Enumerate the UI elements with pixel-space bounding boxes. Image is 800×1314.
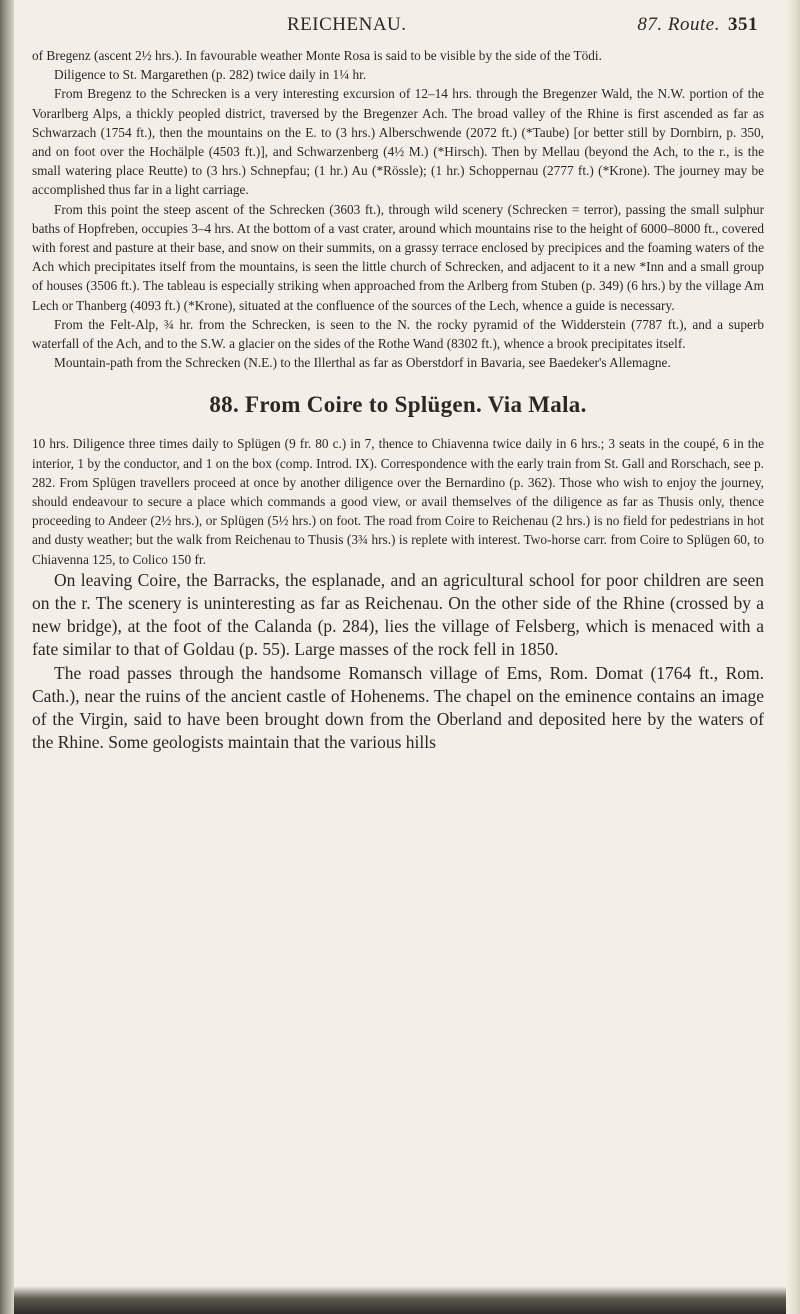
paragraph-bregenz-continued: of Bregenz (ascent 2½ hrs.). In favourable weather Monte Rosa is said to be visible by the side of the Tödi. — [32, 48, 602, 63]
paragraph-schrecken-ascent: From this point the steep ascent of the Schrecken (3603 ft.), through wild scenery (Schrecken = terror), passing the small sulphur baths of Hopfreben, occupies 3–4 hrs. At the bottom of a vast crater, around which mountains rise to the height of 6000–8000 ft., covered with forest and pasture at their base, and snow on their summits, on a grassy terrace enclosed by precipices and the foaming waters of the Ach which precipitates itself from the mountains, is seen the little church of Schrecken, and adjacent to it a new *Inn and a small group of houses (3506 ft.). The tableau is especially striking when approached from the Arlberg from Stuben (p. 349) (6 hrs.) by the village Am Lech or Thanberg (4093 ft.) (*Krone), situated at the confluence of the sources of the Lech, whence a guide is necessary. — [32, 201, 764, 313]
paragraph-felt-alp: From the Felt-Alp, ¾ hr. from the Schrecken, is seen to the N. the rocky pyramid of the Widderstein (7787 ft.), and a superb waterfall of the Ach, and to the S.W. a glacier on the sides of the Rothe Wand (8302 ft.), whence a brook precipitates itself. — [32, 316, 764, 352]
route-label-text: 87. Route. — [637, 14, 720, 35]
book-page — [32, 12, 764, 1282]
paragraph-mountain-path: Mountain-path from the Schrecken (N.E.) to the Illerthal as far as Oberstdorf in Bavaria, see Baedeker's Allemagne. — [54, 355, 671, 371]
route-label — [637, 14, 758, 36]
page-bottom-shadow — [14, 1286, 786, 1314]
paragraph-leaving-coire: On leaving Coire, the Barracks, the esplanade, and an agricultural school for poor children are seen on the r. The scenery is uninteresting as far as Reichenau. On the other side of the Rhine (crossed by a new bridge), at the foot of the Calanda (p. 284), lies the village of Felsberg, which is menaced with a fate similar to that of Goldau (p. 55). Large masses of the rock fell in 1850. — [32, 569, 764, 660]
page-gutter-shadow — [0, 0, 14, 1314]
page-number: 351 — [728, 14, 758, 35]
paragraph-ems-village: The road passes through the handsome Romansch village of Ems, Rom. Domat (1764 ft., Rom. Cath.), near the ruins of the ancient castle of Hohenems. The chapel on the eminence contains an image of the Virgin, said to have been brought down from the Oberland and deposited here by the waters of the Rhine. Some geologists maintain that the various hills — [32, 662, 764, 753]
section-heading: 88. From Coire to Splügen. Via Mala. — [209, 392, 587, 418]
running-head — [32, 12, 764, 46]
paragraph-excursion-schrecken: From Bregenz to the Schrecken is a very interesting excursion of 12–14 hrs. through the Bregenzer Wald, the N.W. portion of the Vorarlberg Alps, a thickly peopled district, traversed by the Bregenzer Ach. The broad valley of the Rhine is first ascended as far as Schwarzach (1754 ft.), then the mountains on the E. to (3 hrs.) Alberschwende (2072 ft.) (*Taube) [or better still by Dornbirn, p. 350, and on foot over the Hochälple (4503 ft.)], and Schwarzenberg (4½ M.) (*Hirsch). Then by Mellau (beyond the Ach, to the r., is the small watering place Reutte) to (3 hrs.) Schnepfau; (1 hr.) Au (*Rössle); (1 hr.) Schoppernau (2777 ft.) (*Krone). The journey may be accomplished thus far in a light carriage. — [32, 86, 764, 198]
running-title: REICHENAU. — [287, 14, 407, 35]
page-right-edge — [786, 0, 800, 1314]
paragraph-coire-diligence: 10 hrs. Diligence three times daily to Splügen (9 fr. 80 c.) in 7, thence to Chiavenna twice daily in 6 hrs.; 3 seats in the coupé, 6 in the interior, 1 by the conductor, and 1 on the box (comp. Introd. IX). Correspondence with the early train from St. Gall and Rorschach, see p. 282. From Splügen travellers proceed at once by another diligence over the Bernardino (p. 362). Those who wish to enjoy the journey, should endeavour to secure a place which commands a good view, or avail themselves of the diligence as far as Thusis only, thence proceeding to Andeer (2½ hrs.), or Splügen (5½ hrs.) on foot. The road from Coire to Reichenau (2 hrs.) is no field for pedestrians in hot and dusty weather; but the walk from Reichenau to Thusis (3¾ hrs.) is replete with interest. Two-horse carr. from Coire to Splügen 60, to Chiavenna 125, to Colico 150 fr. — [32, 436, 764, 567]
paragraph-diligence-margarethen: Diligence to St. Margarethen (p. 282) twice daily in 1¼ hr. — [54, 67, 367, 83]
